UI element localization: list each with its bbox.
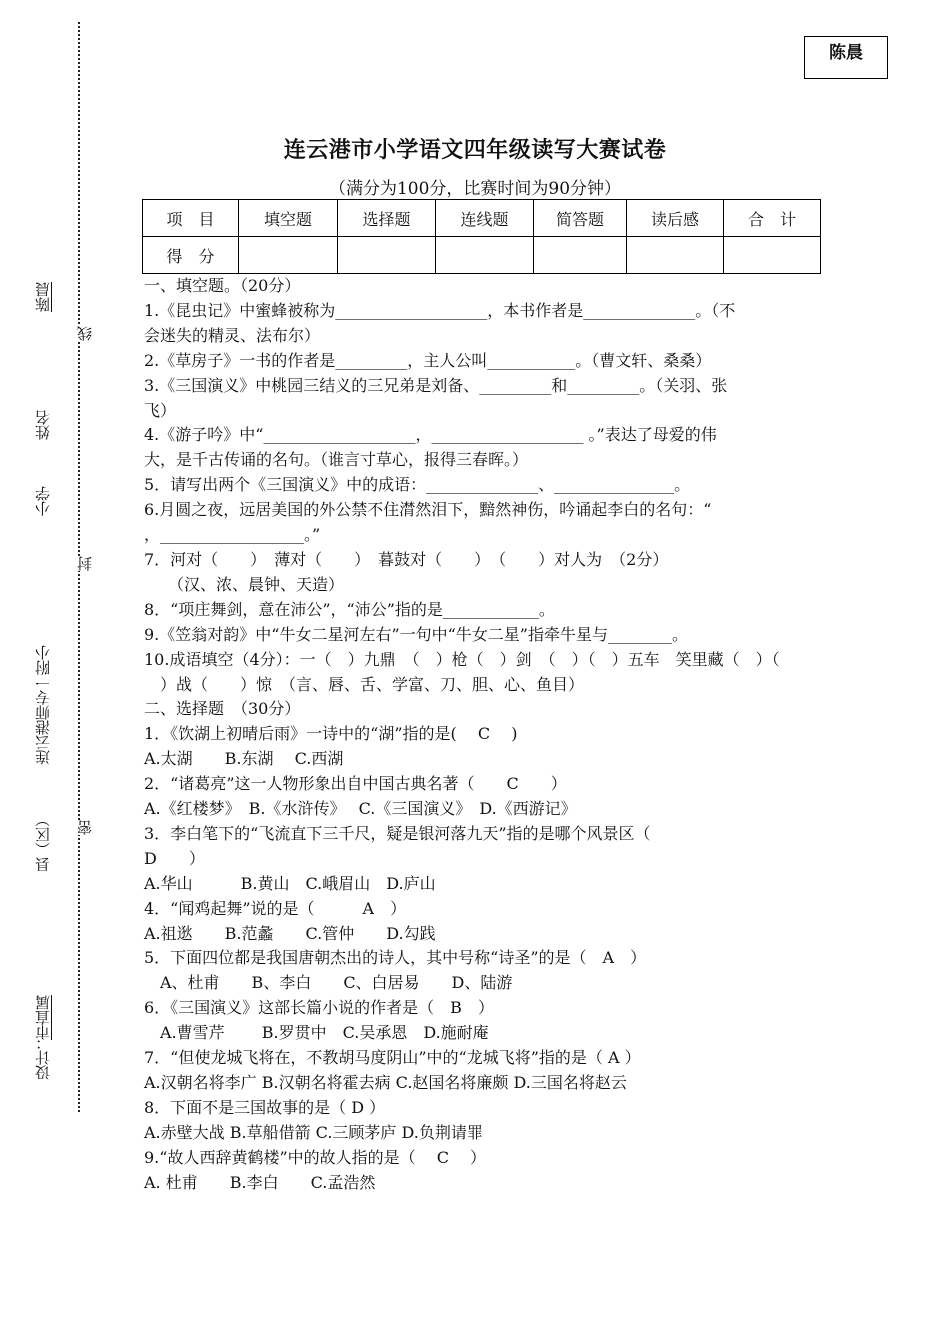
question-line: 3.《三国演义》中桃园三结义的三兄弟是刘备、_________和_________。（关羽、张	[144, 375, 728, 395]
question-line: 1．《饮湖上初晴后雨》一诗中的“湖”指的是( C )	[144, 724, 518, 744]
option-line: A、杜甫 B、李白 C、白居易 D、陆游	[144, 973, 513, 993]
score-cell[interactable]	[239, 237, 338, 274]
question-line: 3．李白笔下的“飞流直下三千尺，疑是银河落九天”指的是哪个风景区（	[144, 823, 651, 843]
question-line: （汉、浓、晨钟、天造）	[144, 574, 345, 594]
name-label: 姓名	[34, 410, 52, 440]
header-cell: 项 目	[143, 200, 239, 237]
option-line: A.赤壁大战 B.草船借箭 C.三顾茅庐 D.负荆请罪	[144, 1122, 483, 1142]
score-cell[interactable]	[534, 237, 627, 274]
question-line: 1.《昆虫记》中蜜蜂被称为___________________，本书作者是______________。（不	[144, 300, 736, 320]
score-cell[interactable]	[338, 237, 436, 274]
question-line: 4.《游子吟》中“___________________，___________________ 。”表达了母爱的伟	[144, 425, 717, 445]
header-cell: 填空题	[239, 200, 338, 237]
county-label: 县（区）	[34, 812, 52, 872]
option-line: A.《红楼梦》 B.《水浒传》 C.《三国演义》 D.《西游记》	[144, 799, 577, 819]
score-table-header-row	[143, 200, 821, 237]
question-line: 4．“闻鸡起舞”说的是（ A ）	[144, 898, 407, 918]
question-line: 7．“但使龙城飞将在，不教胡马度阴山”中的“龙城飞将”指的是（ A ）	[144, 1048, 641, 1068]
score-cell[interactable]	[627, 237, 724, 274]
option-line: A. 杜甫 B.李白 C.孟浩然	[144, 1172, 376, 1192]
question-line: 会迷失的精灵、法布尔）	[144, 325, 321, 345]
option-line: A.太湖 B.东湖 C.西湖	[144, 749, 344, 769]
section-heading: 二、选择题 （30分）	[144, 699, 301, 719]
question-line: 8．下面不是三国故事的是（ D ）	[144, 1097, 386, 1117]
header-cell: 读后感	[627, 200, 724, 237]
question-line: 大，是千古传诵的名句。（谁言寸草心，报得三春晖。）	[144, 450, 529, 470]
city-field	[34, 995, 52, 1040]
exam-subtitle: （满分为100分，比赛时间为90分钟）	[328, 179, 622, 199]
exam-body	[144, 274, 824, 1196]
designer-label: 设计：	[34, 1035, 52, 1080]
header-cell: 简答题	[534, 200, 627, 237]
score-table	[142, 199, 821, 274]
author-name-box: 陈晨	[804, 36, 888, 79]
question-line: 7．河对（ ） 薄对（ ） 暮鼓对（ ） （ ）对人为 （2分）	[144, 549, 669, 569]
score-cell[interactable]	[724, 237, 821, 274]
option-line: A.华山 B.黄山 C.峨眉山 D.庐山	[144, 873, 436, 893]
name-field	[34, 282, 52, 312]
question-line: ）战（ ）惊 （言、唇、舌、学富、刀、胆、心、鱼目）	[144, 674, 585, 694]
header-cell: 合 计	[724, 200, 821, 237]
question-line: 飞）	[144, 400, 177, 420]
school-value: 连云港师专一附小	[34, 645, 52, 765]
seal-feng: 封	[76, 556, 94, 571]
question-line: 2.《草房子》一书的作者是_________，主人公叫___________。（曹文轩、桑桑）	[144, 350, 712, 370]
exam-title: 连云港市小学语文四年级读写大赛试卷	[283, 138, 667, 163]
section-heading: 一、填空题。（20分）	[144, 276, 301, 295]
question-line: 5．请写出两个《三国演义》中的成语：______________、_______________。	[144, 475, 691, 495]
header-cell: 选择题	[338, 200, 436, 237]
question-line: D ）	[144, 848, 205, 868]
question-line: 5．下面四位都是我国唐朝杰出的诗人，其中号称“诗圣”的是（ A ）	[144, 948, 647, 968]
question-line: 8．“项庄舞剑，意在沛公”，“沛公”指的是____________。	[144, 599, 555, 619]
score-row-label: 得 分	[143, 237, 239, 274]
school-label: 小学	[34, 486, 52, 516]
question-line: 6．《三国演义》这部长篇小说的作者是（ B ）	[144, 998, 494, 1018]
question-line: 9.《笠翁对韵》中“牛女二星河左右”一句中“牛女二星”指牵牛星与________。	[144, 624, 688, 644]
score-cell[interactable]	[436, 237, 534, 274]
question-line: ，__________________。”	[144, 525, 321, 545]
option-line: A.曹雪芹 B.罗贯中 C.吴承恩 D.施耐庵	[144, 1023, 489, 1043]
question-line: 6.月圆之夜，远居美国的外公禁不住潸然泪下，黯然神伤，吟诵起李白的名句：“	[144, 500, 712, 520]
option-line: A.汉朝名将李广 B.汉朝名将霍去病 C.赵国名将廉颇 D.三国名将赵云	[144, 1073, 627, 1092]
score-table-score-row	[143, 237, 821, 274]
name-value: 陈晨	[34, 282, 52, 312]
option-line: A.祖逖 B.范蠡 C.管仲 D.勾践	[144, 923, 436, 943]
header-cell: 连线题	[436, 200, 534, 237]
question-line: 2．“诸葛亮”这一人物形象出自中国古典名著（ C ）	[144, 774, 567, 794]
seal-xian: 线	[76, 326, 94, 341]
seal-mi: 密	[76, 820, 94, 835]
question-line: 9.“故人西辞黄鹤楼”中的故人指的是（ C ）	[144, 1147, 487, 1167]
question-line: 10.成语填空（4分）：一（ ）九鼎 （ ）枪（ ）剑 （ ）（ ）五车 笑里藏（ ）（	[144, 649, 780, 669]
city-value: 市直属	[34, 995, 52, 1040]
